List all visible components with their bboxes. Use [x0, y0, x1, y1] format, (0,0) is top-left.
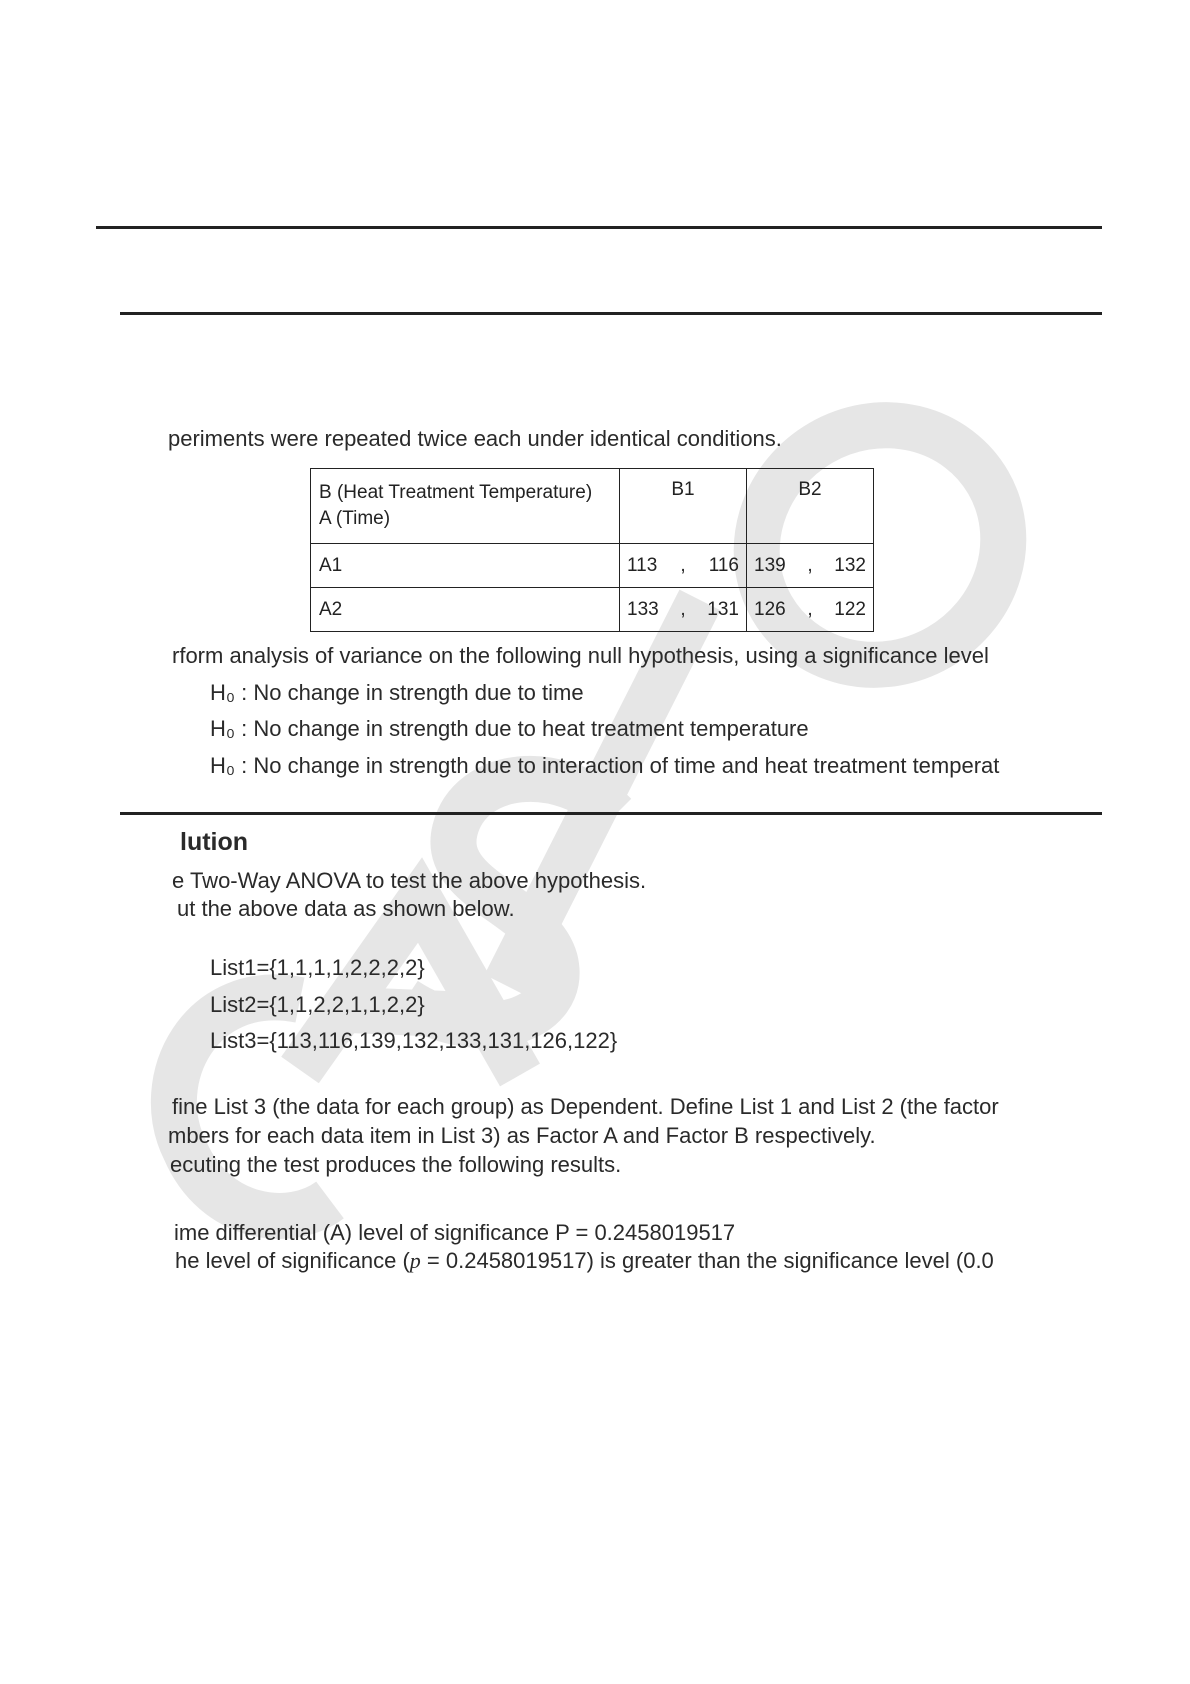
result-text-after: = 0.2458019517) is greater than the significance level (0.0 — [420, 1248, 994, 1273]
hypothesis-text: : No change in strength due to time — [241, 680, 584, 705]
hypothesis-1 — [210, 680, 584, 706]
result-line-1: ime differential (A) level of significance P = 0.2458019517 — [174, 1220, 736, 1245]
solution-rule — [120, 812, 1102, 815]
h0-symbol: H₀ — [210, 753, 236, 778]
result-line-2 — [175, 1248, 994, 1274]
value: 132 — [834, 554, 866, 576]
intro-text: periments were repeated twice each under identical conditions. — [168, 426, 782, 451]
list1-definition: List1={1,1,1,1,2,2,2,2} — [210, 955, 425, 980]
hypothesis-text: : No change in strength due to heat treatment temperature — [241, 716, 809, 741]
value: 139 — [754, 554, 786, 576]
header-factor-a: A (Time) — [319, 508, 391, 529]
value: 116 — [708, 554, 739, 576]
separator: , — [807, 554, 813, 576]
solution-line-1: e Two-Way ANOVA to test the above hypothesis. — [172, 868, 647, 893]
h0-symbol: H₀ — [210, 716, 236, 741]
define-line-3: ecuting the test produces the following results. — [170, 1152, 622, 1177]
table-row — [311, 588, 874, 632]
separator: , — [807, 598, 813, 620]
cell-a2-b2 — [747, 588, 874, 632]
cell-a1-b1 — [620, 544, 747, 588]
value: 133 — [627, 598, 659, 620]
table-row — [311, 544, 874, 588]
data-table — [310, 468, 874, 632]
header-factor-b: B (Heat Treatment Temperature) — [319, 482, 593, 503]
hypothesis-text: : No change in strength due to interaction of time and heat treatment temperat — [241, 753, 1000, 778]
value: 131 — [707, 598, 739, 620]
separator: , — [680, 554, 686, 576]
top-rule — [96, 226, 1102, 229]
column-header-b2: B2 — [747, 469, 874, 544]
value: 126 — [754, 598, 786, 620]
row-label-a1: A1 — [311, 544, 620, 588]
separator: , — [680, 598, 686, 620]
table-header-label — [311, 469, 620, 544]
table-header-row — [311, 469, 874, 544]
solution-line-2: ut the above data as shown below. — [177, 896, 515, 921]
h0-symbol: H₀ — [210, 680, 236, 705]
list2-definition: List2={1,1,2,2,1,1,2,2} — [210, 992, 425, 1017]
solution-heading: lution — [180, 828, 249, 856]
section-rule — [120, 312, 1102, 315]
hypothesis-2 — [210, 716, 809, 742]
list3-definition: List3={113,116,139,132,133,131,126,122} — [210, 1028, 618, 1053]
p-symbol: p — [409, 1248, 421, 1273]
result-text-before: he level of significance ( — [175, 1248, 410, 1273]
cell-a1-b2 — [747, 544, 874, 588]
define-line-2: mbers for each data item in List 3) as Factor A and Factor B respectively. — [168, 1123, 876, 1148]
row-label-a2: A2 — [311, 588, 620, 632]
define-line-1: fine List 3 (the data for each group) as Dependent. Define List 1 and List 2 (the factor — [172, 1094, 999, 1119]
value: 113 — [627, 554, 658, 576]
hypothesis-intro: rform analysis of variance on the following null hypothesis, using a significance level — [172, 643, 989, 668]
cell-a2-b1 — [620, 588, 747, 632]
hypothesis-3 — [210, 753, 999, 779]
column-header-b1: B1 — [620, 469, 747, 544]
value: 122 — [834, 598, 866, 620]
